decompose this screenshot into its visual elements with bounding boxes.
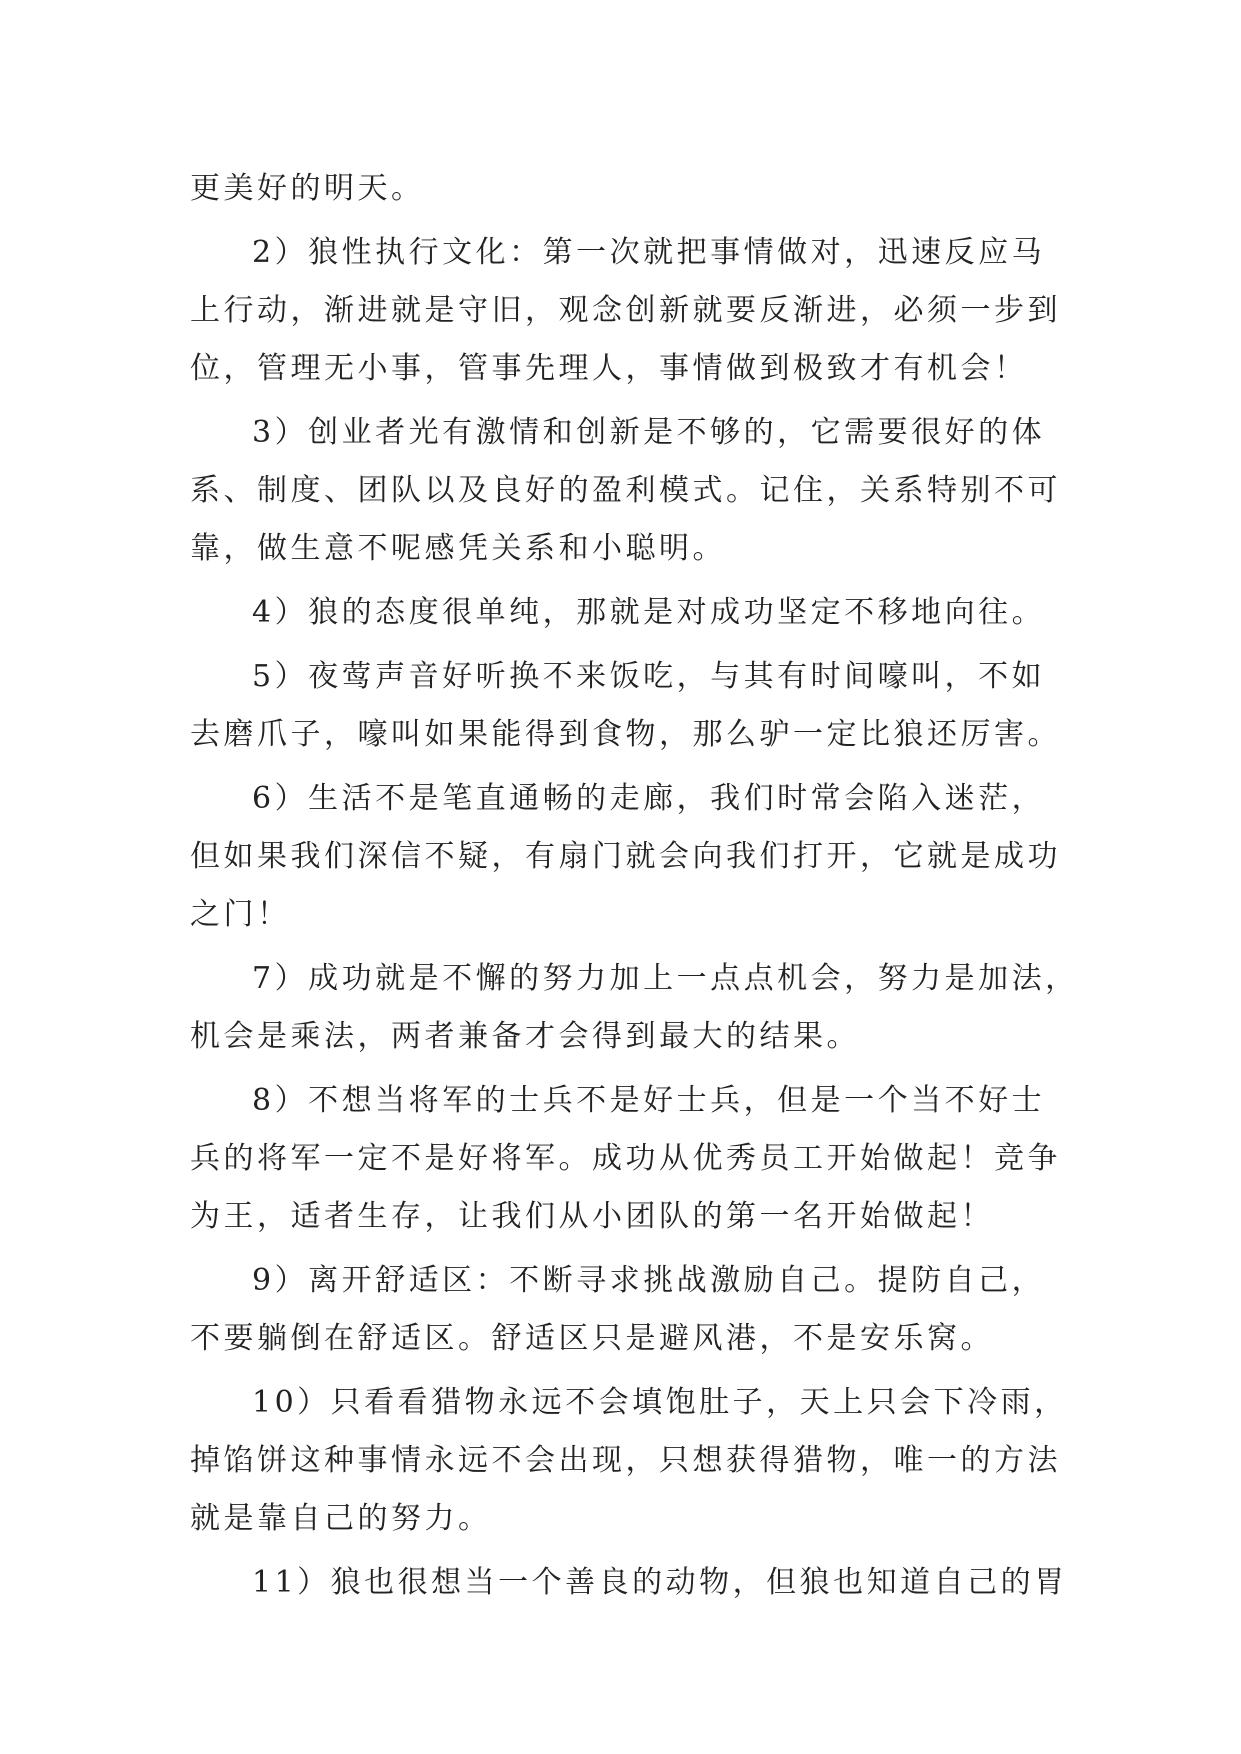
text-line: 上行动，渐进就是守旧，观念创新就要反渐进，必须一步到 [190,293,1061,328]
text-line: 9）离开舒适区：不断寻求挑战激励自己。提防自己， [252,1263,1046,1298]
text-line: 但如果我们深信不疑，有扇门就会向我们打开，它就是成功 [190,839,1061,874]
paragraph [190,648,1090,764]
paragraph [190,160,1090,218]
paragraph [190,1252,1090,1368]
text-line: 为王，适者生存，让我们从小团队的第一名开始做起！ [190,1199,994,1234]
text-line: 位，管理无小事，管事先理人，事情做到极致才有机会！ [190,351,1028,386]
paragraph [190,404,1090,578]
paragraph [190,1554,1090,1612]
paragraph [190,1374,1090,1548]
paragraph [190,1072,1090,1246]
text-line: 就是靠自己的努力。 [190,1501,492,1536]
text-line: 不要躺倒在舒适区。舒适区只是避风港，不是安乐窝。 [190,1321,994,1356]
text-line: 机会是乘法，两者兼备才会得到最大的结果。 [190,1019,860,1054]
paragraph [190,224,1090,398]
text-line: 系、制度、团队以及良好的盈利模式。记住，关系特别不可 [190,473,1061,508]
text-line: 8）不想当将军的士兵不是好士兵，但是一个当不好士 [252,1083,1046,1118]
text-line: 兵的将军一定不是好将军。成功从优秀员工开始做起！竞争 [190,1141,1061,1176]
text-line: 靠，做生意不呢感凭关系和小聪明。 [190,531,726,566]
paragraph [190,770,1090,944]
text-line: 之门！ [190,897,291,932]
text-line: 3）创业者光有激情和创新是不够的，它需要很好的体 [252,415,1046,450]
text-line: 5）夜莺声音好听换不来饭吃，与其有时间嚎叫，不如 [252,659,1046,694]
text-line: 4）狼的态度很单纯，那就是对成功坚定不移地向往。 [252,595,1046,630]
text-line: 11）狼也很想当一个善良的动物，但狼也知道自己的胃 [252,1565,1068,1600]
text-line: 6）生活不是笔直通畅的走廊，我们时常会陷入迷茫， [252,781,1046,816]
paragraph [190,584,1090,642]
document-body [190,160,1090,1618]
paragraph [190,950,1090,1066]
text-line: 10）只看看猎物永远不会填饱肚子，天上只会下冷雨， [252,1385,1068,1420]
text-line: 2）狼性执行文化：第一次就把事情做对，迅速反应马 [252,235,1046,270]
text-line: 掉馅饼这种事情永远不会出现，只想获得猎物，唯一的方法 [190,1443,1061,1478]
text-line: 更美好的明天。 [190,171,425,206]
text-line: 7）成功就是不懈的努力加上一点点机会，努力是加法， [252,961,1079,996]
text-line: 去磨爪子，嚎叫如果能得到食物，那么驴一定比狼还厉害。 [190,717,1061,752]
